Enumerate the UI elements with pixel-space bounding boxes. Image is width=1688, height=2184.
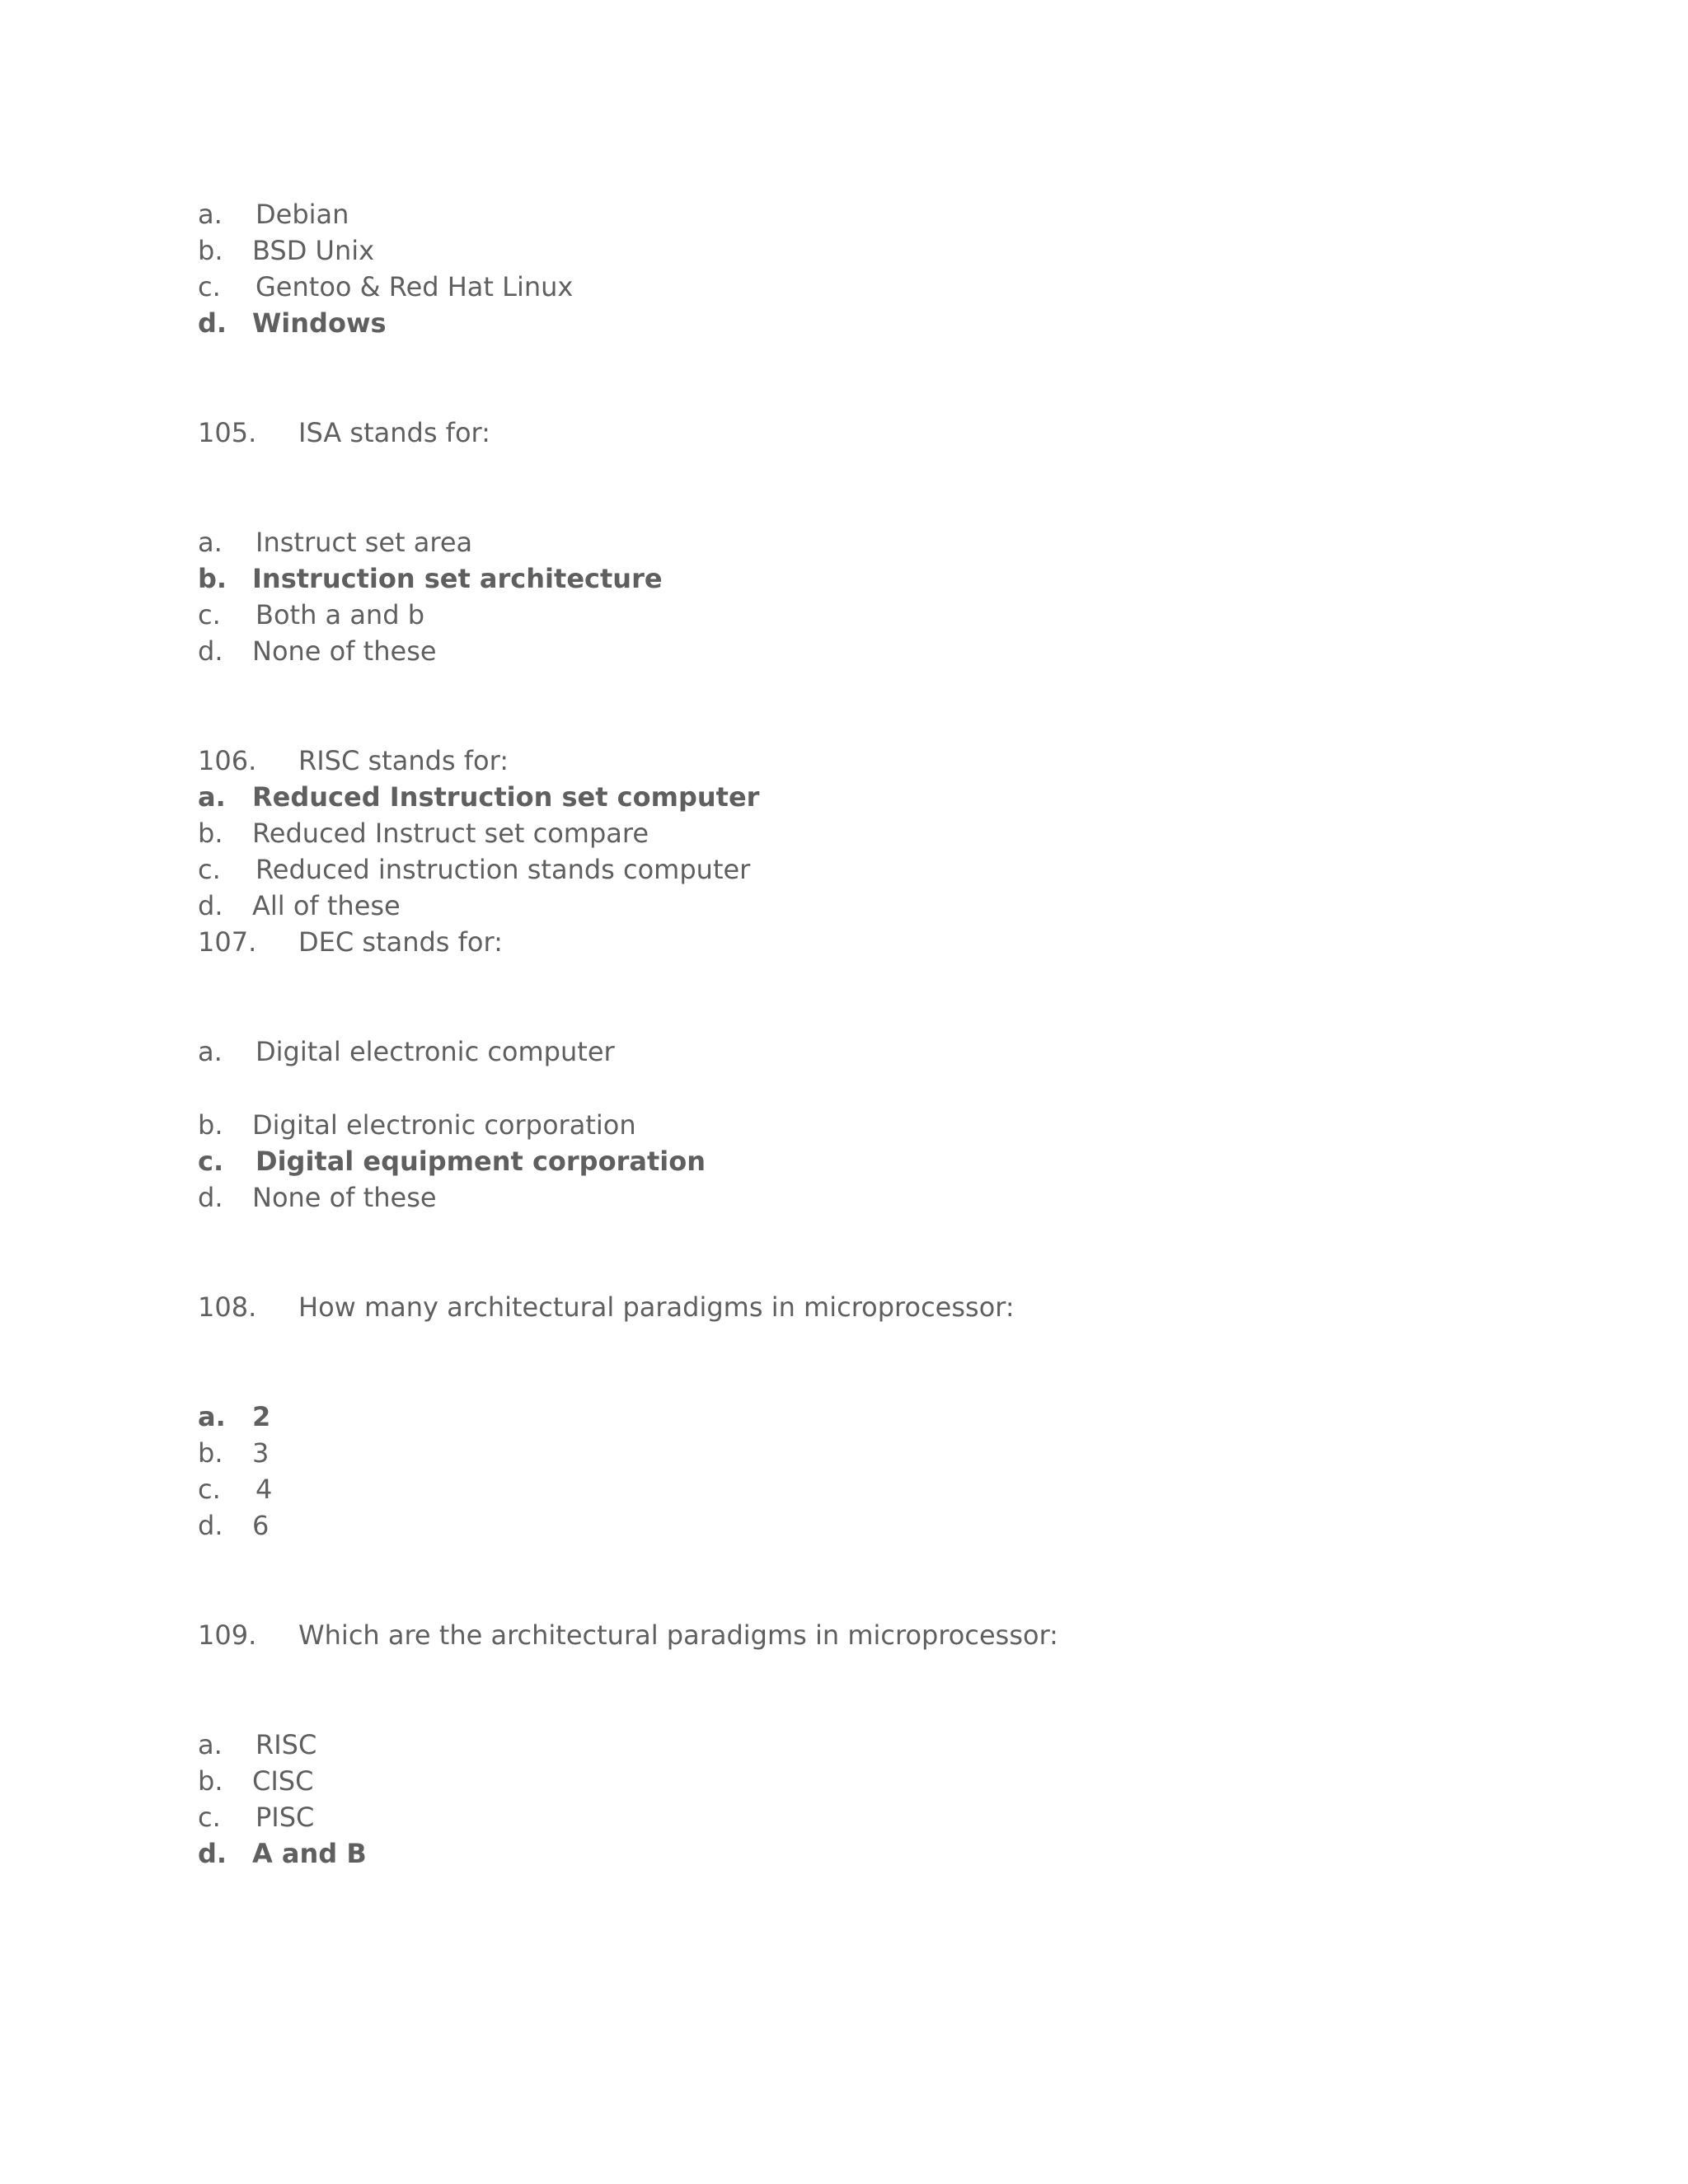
option-text: Both a and b [256,599,424,630]
question-text: DEC stands for: [298,926,503,958]
option-text: Reduced Instruct set compare [252,818,649,849]
question-number: 106. [198,745,257,776]
option-text: Digital electronic corporation [252,1109,636,1141]
question-text: RISC stands for: [298,745,509,776]
option-text: Gentoo & Red Hat Linux [256,271,574,302]
option-text: Digital electronic computer [256,1036,615,1067]
question-line [198,743,509,779]
option-text: Digital equipment corporation [256,1146,706,1177]
option-text: All of these [252,890,401,921]
option-text: RISC [256,1729,317,1760]
option-text: Instruction set architecture [252,563,663,594]
option-text: Windows [252,307,387,339]
question-text: How many architectural paradigms in microprocessor: [298,1291,1015,1323]
question-line [198,1289,1015,1325]
question-line [198,1617,1058,1653]
option-text: 6 [252,1510,270,1541]
option-text: 4 [256,1474,273,1505]
question-number: 108. [198,1291,257,1323]
question-text: Which are the architectural paradigms in microprocessor: [298,1619,1058,1651]
option-text: CISC [252,1765,314,1797]
question-line [198,415,490,451]
option-text: Debian [256,199,349,230]
question-number: 105. [198,417,257,448]
question-number: 107. [198,926,257,958]
question-line [198,924,503,960]
option-text: Instruct set area [256,527,473,558]
option-text: PISC [256,1802,315,1833]
option-text: A and B [252,1838,367,1869]
option-text: BSD Unix [252,235,375,266]
question-number: 109. [198,1619,257,1651]
option-text: None of these [252,1182,437,1213]
option-text: Reduced Instruction set computer [252,781,760,813]
question-text: ISA stands for: [298,417,490,448]
option-text: 3 [252,1437,270,1469]
option-text: Reduced instruction stands computer [256,854,751,885]
option-text: 2 [252,1401,271,1432]
option-text: None of these [252,635,437,667]
